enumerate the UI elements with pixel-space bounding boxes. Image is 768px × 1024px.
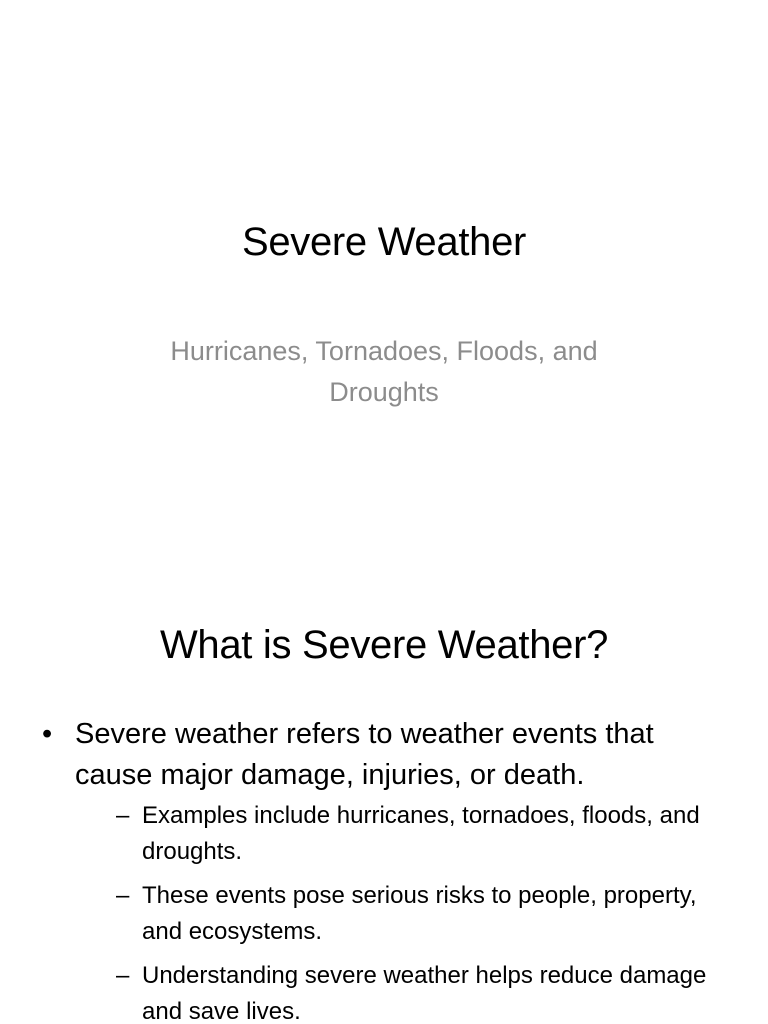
- bullet-list: [42, 714, 722, 1024]
- bullet-marker: •: [42, 718, 53, 750]
- bullet-item: [42, 714, 722, 1024]
- sub-bullet-marker: –: [116, 802, 130, 829]
- sub-bullet-list: [75, 798, 722, 1024]
- bullet-text: Severe weather refers to weather events that cause major damage, injuries, or death.: [75, 718, 654, 791]
- slide-subtitle: Hurricanes, Tornadoes, Floods, and Droughts: [170, 336, 598, 407]
- content-slide: [0, 576, 768, 1024]
- sub-bullet-text: These events pose serious risks to people, property, and ecosystems.: [142, 882, 697, 945]
- slide-heading: What is Severe Weather?: [159, 623, 609, 667]
- slide-title: Severe Weather: [241, 220, 527, 264]
- sub-bullet-item: [75, 958, 722, 1024]
- sub-bullet-text: Examples include hurricanes, tornadoes, floods, and droughts.: [142, 802, 700, 865]
- sub-bullet-item: [75, 798, 722, 870]
- sub-bullet-text: Understanding severe weather helps reduce damage and save lives.: [142, 962, 707, 1024]
- sub-bullet-marker: –: [116, 962, 130, 989]
- sub-bullet-item: [75, 878, 722, 950]
- sub-bullet-marker: –: [116, 882, 130, 909]
